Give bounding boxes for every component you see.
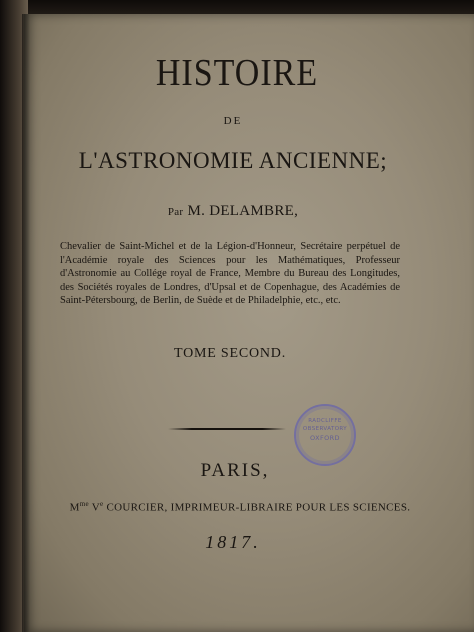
ornamental-rule <box>168 428 286 430</box>
volume-label: TOME SECOND. <box>173 346 287 361</box>
printer-mid: V <box>88 501 101 514</box>
printer-prefix: M <box>69 501 80 514</box>
book-title: HISTOIRE <box>155 52 319 95</box>
stamp-line-3: OXFORD <box>310 434 340 442</box>
title-connector: DE <box>223 115 243 127</box>
stamp-line-1: RADCLIFFE <box>308 418 342 424</box>
printer-line <box>30 500 450 514</box>
printer-sup-1: me <box>79 500 89 508</box>
book-subtitle: L'ASTRONOMIE ANCIENNE; <box>78 148 388 173</box>
stamp-line-2: OBSERVATORY <box>302 426 348 432</box>
publication-year: 1817. <box>205 532 261 552</box>
library-stamp <box>294 404 356 466</box>
author-credentials: Chevalier de Saint-Michel et de la Légion-d'Honneur, Secrétaire perpétuel de l'Académie royale des Sciences pour les Mathématiques, Professeur d'Astronomie au Collége royal de France, Membre du Bureau des Longitudes, des Sociétés royales de Londres, d'Upsal et de Copenhague, des Académies de Saint-Pétersbourg, de Berlin, de Suède et de Philadelphie, etc., etc. <box>60 241 400 307</box>
author-prefix: Par <box>167 206 184 218</box>
author-line <box>28 203 438 220</box>
printer-sup-2: e <box>100 500 104 508</box>
author-name: M. DELAMBRE, <box>187 203 299 219</box>
printer-name: COURCIER, IMPRIMEUR-LIBRAIRE POUR LES SCIENCES. <box>103 501 411 514</box>
publication-place: PARIS, <box>200 460 270 481</box>
